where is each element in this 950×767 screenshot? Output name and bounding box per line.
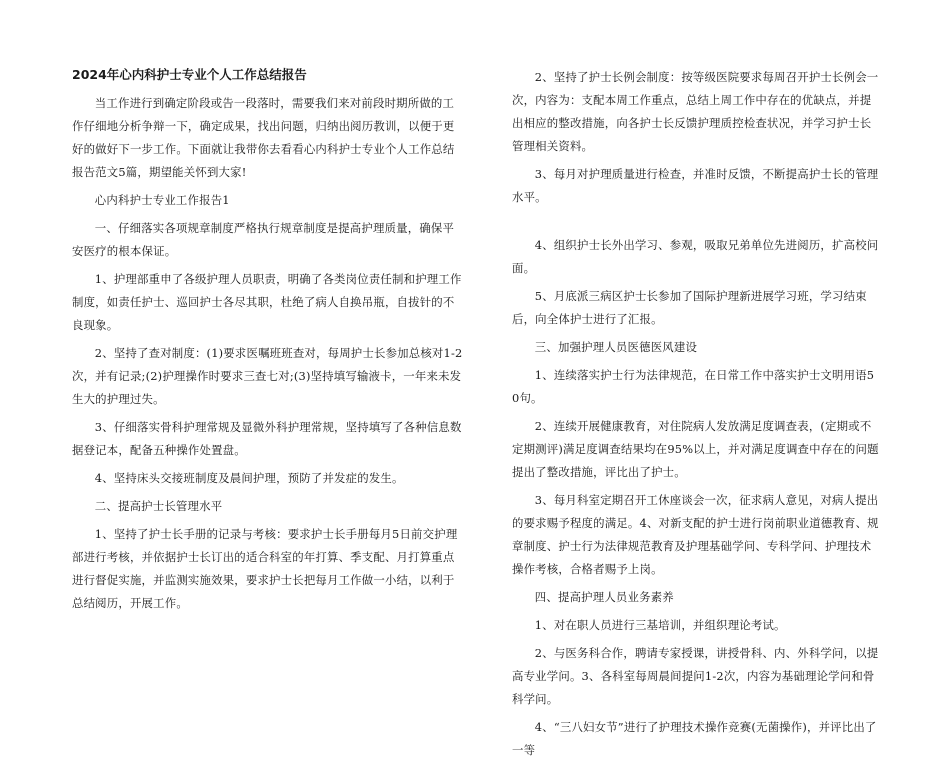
left-column bbox=[72, 66, 464, 620]
section-one-heading: 一、仔细落实各项规章制度严格执行规章制度是提高护理质量，确保平安医疗的根本保证。 bbox=[72, 221, 455, 258]
paragraph: 4、坚持床头交接班制度及晨间护理，预防了并发症的发生。 bbox=[94, 471, 404, 485]
section-two-heading: 二、提高护士长管理水平 bbox=[94, 499, 223, 513]
section-four-heading: 四、提高护理人员业务素养 bbox=[534, 590, 674, 604]
paragraph: 3、仔细落实骨科护理常规及显微外科护理常规，坚持填写了各种信息数据登记本，配备五种操作处置盘。 bbox=[72, 420, 462, 457]
paragraph: 1、连续落实护士行为法律规范，在日常工作中落实护士文明用语50句。 bbox=[512, 368, 875, 405]
paragraph: 5、月底派三病区护士长参加了国际护理新进展学习班，学习结束后，向全体护士进行了汇报。 bbox=[512, 289, 867, 326]
document-title: 2024年心内科护士专业个人工作总结报告 bbox=[72, 67, 307, 82]
paragraph: 4、组织护士长外出学习、参观，吸取兄弟单位先进阅历，扩高校问面。 bbox=[512, 238, 879, 275]
paragraph: 2、与医务科合作，聘请专家授课，讲授骨科、内、外科学问，以提高专业学问。3、各科室每周晨间提问1-2次，内容为基础理论学问和骨科学问。 bbox=[512, 646, 879, 706]
paragraph: 3、每月科室定期召开工休座谈会一次，征求病人意见，对病人提出的要求赐予程度的满足。4、对新支配的护士进行岗前职业道德教育、规章制度、护士行为法律规范教育及护理基础学问、专科学问、护理技术操作考核，合格者赐予上岗。 bbox=[512, 493, 879, 576]
paragraph: 1、坚持了护士长手册的记录与考核：要求护士长手册每月5日前交护理部进行考核，并依据护士长订出的适合科室的年打算、季支配、月打算重点进行督促实施，并监测实施效果，要求护士长把每月工作做一小结，以利于总结阅历，开展工作。 bbox=[72, 527, 458, 610]
intro-paragraph: 当工作进行到确定阶段或告一段落时，需要我们来对前段时期所做的工作仔细地分析争辩一下，确定成果，找出问题，归纳出阅历教训，以便于更好的做好下一步工作。下面就让我带你去看看心内科护士专业个人工作总结报告范文5篇，期望能关怀到大家! bbox=[72, 96, 455, 179]
right-column bbox=[512, 66, 880, 767]
blank-gap bbox=[512, 214, 880, 234]
paragraph: 4、“三八妇女节”进行了护理技术操作竞赛(无菌操作)，并评比出了一等 bbox=[512, 720, 877, 757]
paragraph: 2、连续开展健康教育，对住院病人发放满足度调查表，(定期或不定期测评)满足度调查结果均在95%以上，并对满足度调查中存在的问题提出了整改措施，评比出了护士。 bbox=[512, 419, 879, 479]
section-three-heading: 三、加强护理人员医德医风建设 bbox=[534, 340, 698, 354]
paragraph: 2、坚持了护士长例会制度：按等级医院要求每周召开护士长例会一次，内容为：支配本周工作重点，总结上周工作中存在的优缺点，并提出相应的整改措施，向各护士长反馈护理质控检查状况，并学习护士长管理相关资料。 bbox=[512, 70, 879, 153]
paragraph: 3、每月对护理质量进行检查，并准时反馈，不断提高护士长的管理水平。 bbox=[512, 167, 879, 204]
paragraph: 2、坚持了查对制度：(1)要求医嘱班班查对，每周护士长参加总核对1-2次，并有记录;(2)护理操作时要求三查七对;(3)坚持填写输液卡，一年来未发生大的护理过失。 bbox=[72, 346, 463, 406]
paragraph: 1、对在职人员进行三基培训，并组织理论考试。 bbox=[534, 618, 786, 632]
paragraph: 1、护理部重申了各级护理人员职责，明确了各类岗位责任制和护理工作制度，如责任护士、巡回护士各尽其职，杜绝了病人自换吊瓶，自拔针的不良现象。 bbox=[72, 272, 462, 332]
report-heading: 心内科护士专业工作报告1 bbox=[94, 193, 230, 207]
